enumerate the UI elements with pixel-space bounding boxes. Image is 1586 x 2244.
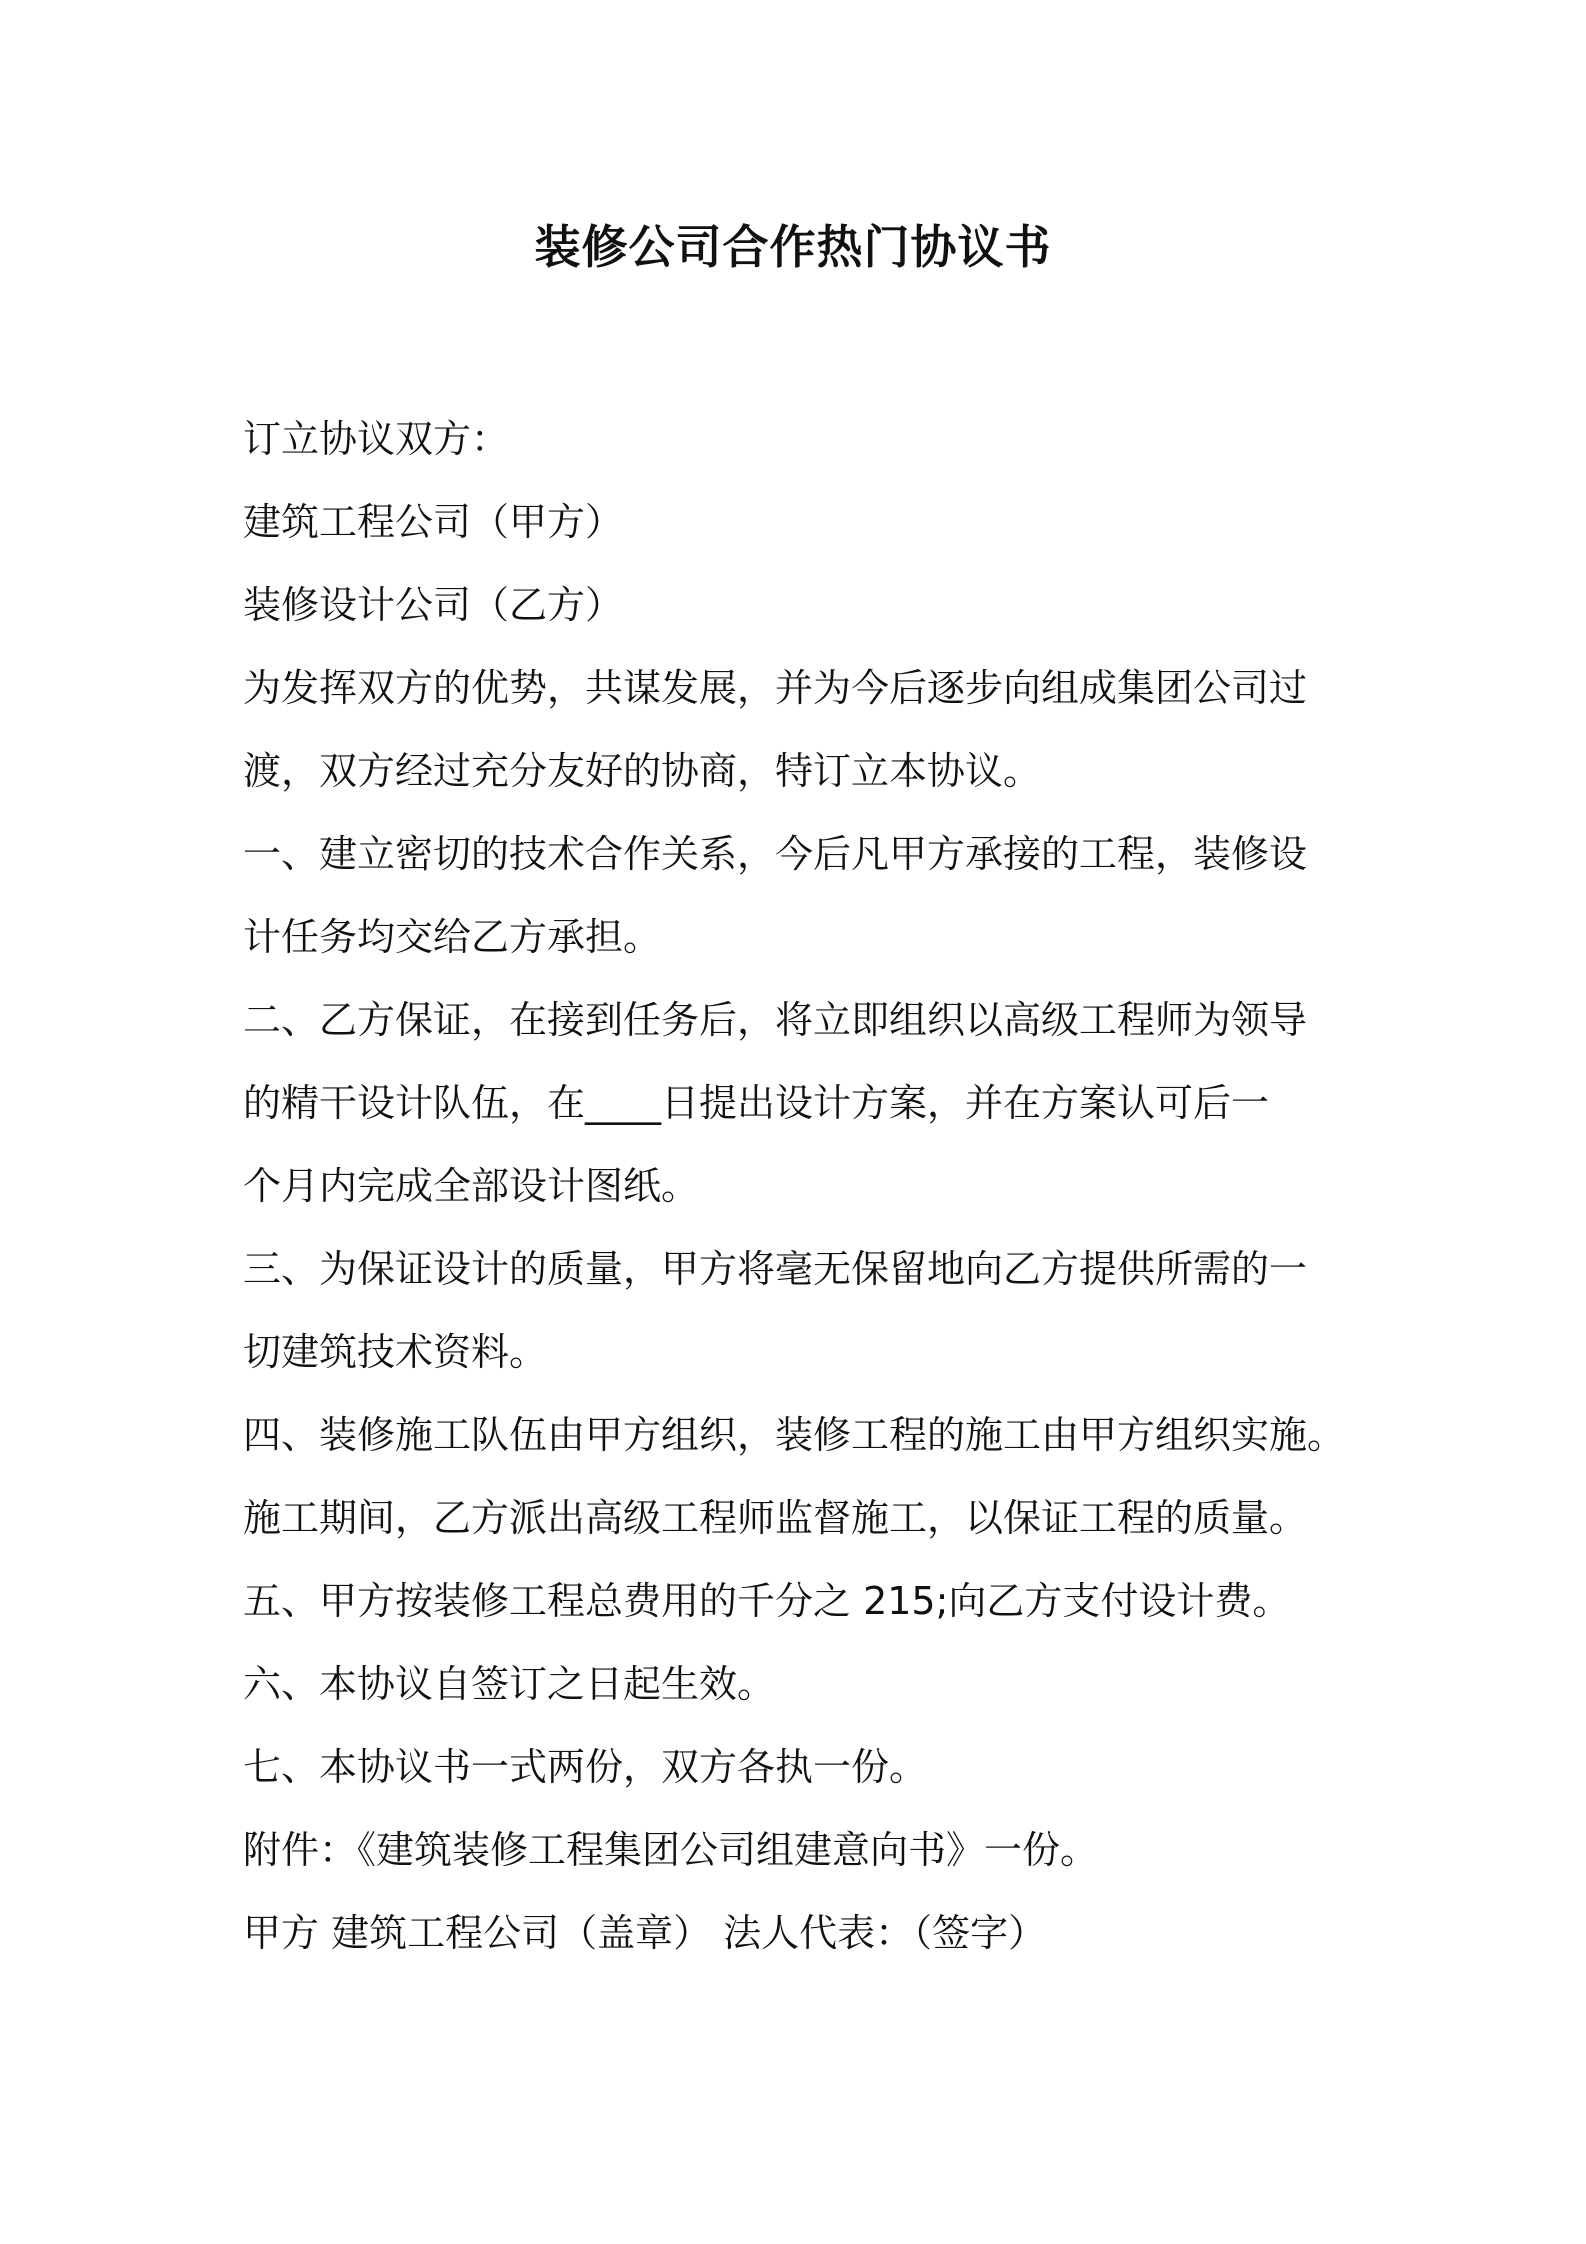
parties-heading: 订立协议双方：	[243, 417, 510, 461]
clause-1-line-2: 计任务均交给乙方承担。	[243, 915, 662, 959]
clause-4-line-2: 施工期间，乙方派出高级工程师监督施工，以保证工程的质量。	[243, 1496, 1308, 1540]
clause-3-line-1: 三、为保证设计的质量，甲方将毫无保留地向乙方提供所需的一	[243, 1247, 1308, 1291]
clause-2-line-2: 的精干设计队伍，在____日提出设计方案，并在方案认可后一	[243, 1081, 1270, 1125]
clause-5: 五、甲方按装修工程总费用的千分之 215;向乙方支付设计费。	[243, 1579, 1291, 1623]
clause-2-line-1: 二、乙方保证，在接到任务后，将立即组织以高级工程师为领导	[243, 998, 1308, 1042]
clause-7: 七、本协议书一式两份，双方各执一份。	[243, 1745, 928, 1789]
signature-line: 甲方 建筑工程公司（盖章） 法人代表：（签字）	[243, 1911, 1047, 1955]
clause-6: 六、本协议自签订之日起生效。	[243, 1662, 776, 1706]
party-b-line: 装修设计公司（乙方）	[243, 583, 624, 627]
document-body	[243, 398, 1363, 1975]
attachment-line: 附件：《建筑装修工程集团公司组建意向书》一份。	[243, 1828, 1099, 1872]
party-a-line: 建筑工程公司（甲方）	[243, 500, 624, 544]
clause-1-line-1: 一、建立密切的技术合作关系，今后凡甲方承接的工程，装修设	[243, 832, 1308, 876]
preamble-line-1: 为发挥双方的优势，共谋发展，并为今后逐步向组成集团公司过	[243, 666, 1308, 710]
clause-3-line-2: 切建筑技术资料。	[243, 1330, 548, 1374]
preamble-line-2: 渡，双方经过充分友好的协商，特订立本协议。	[243, 749, 1042, 793]
clause-4-line-1: 四、装修施工队伍由甲方组织，装修工程的施工由甲方组织实施。	[243, 1413, 1346, 1457]
clause-2-line-3: 个月内完成全部设计图纸。	[243, 1164, 700, 1208]
document-title: 装修公司合作热门协议书	[534, 220, 1052, 274]
